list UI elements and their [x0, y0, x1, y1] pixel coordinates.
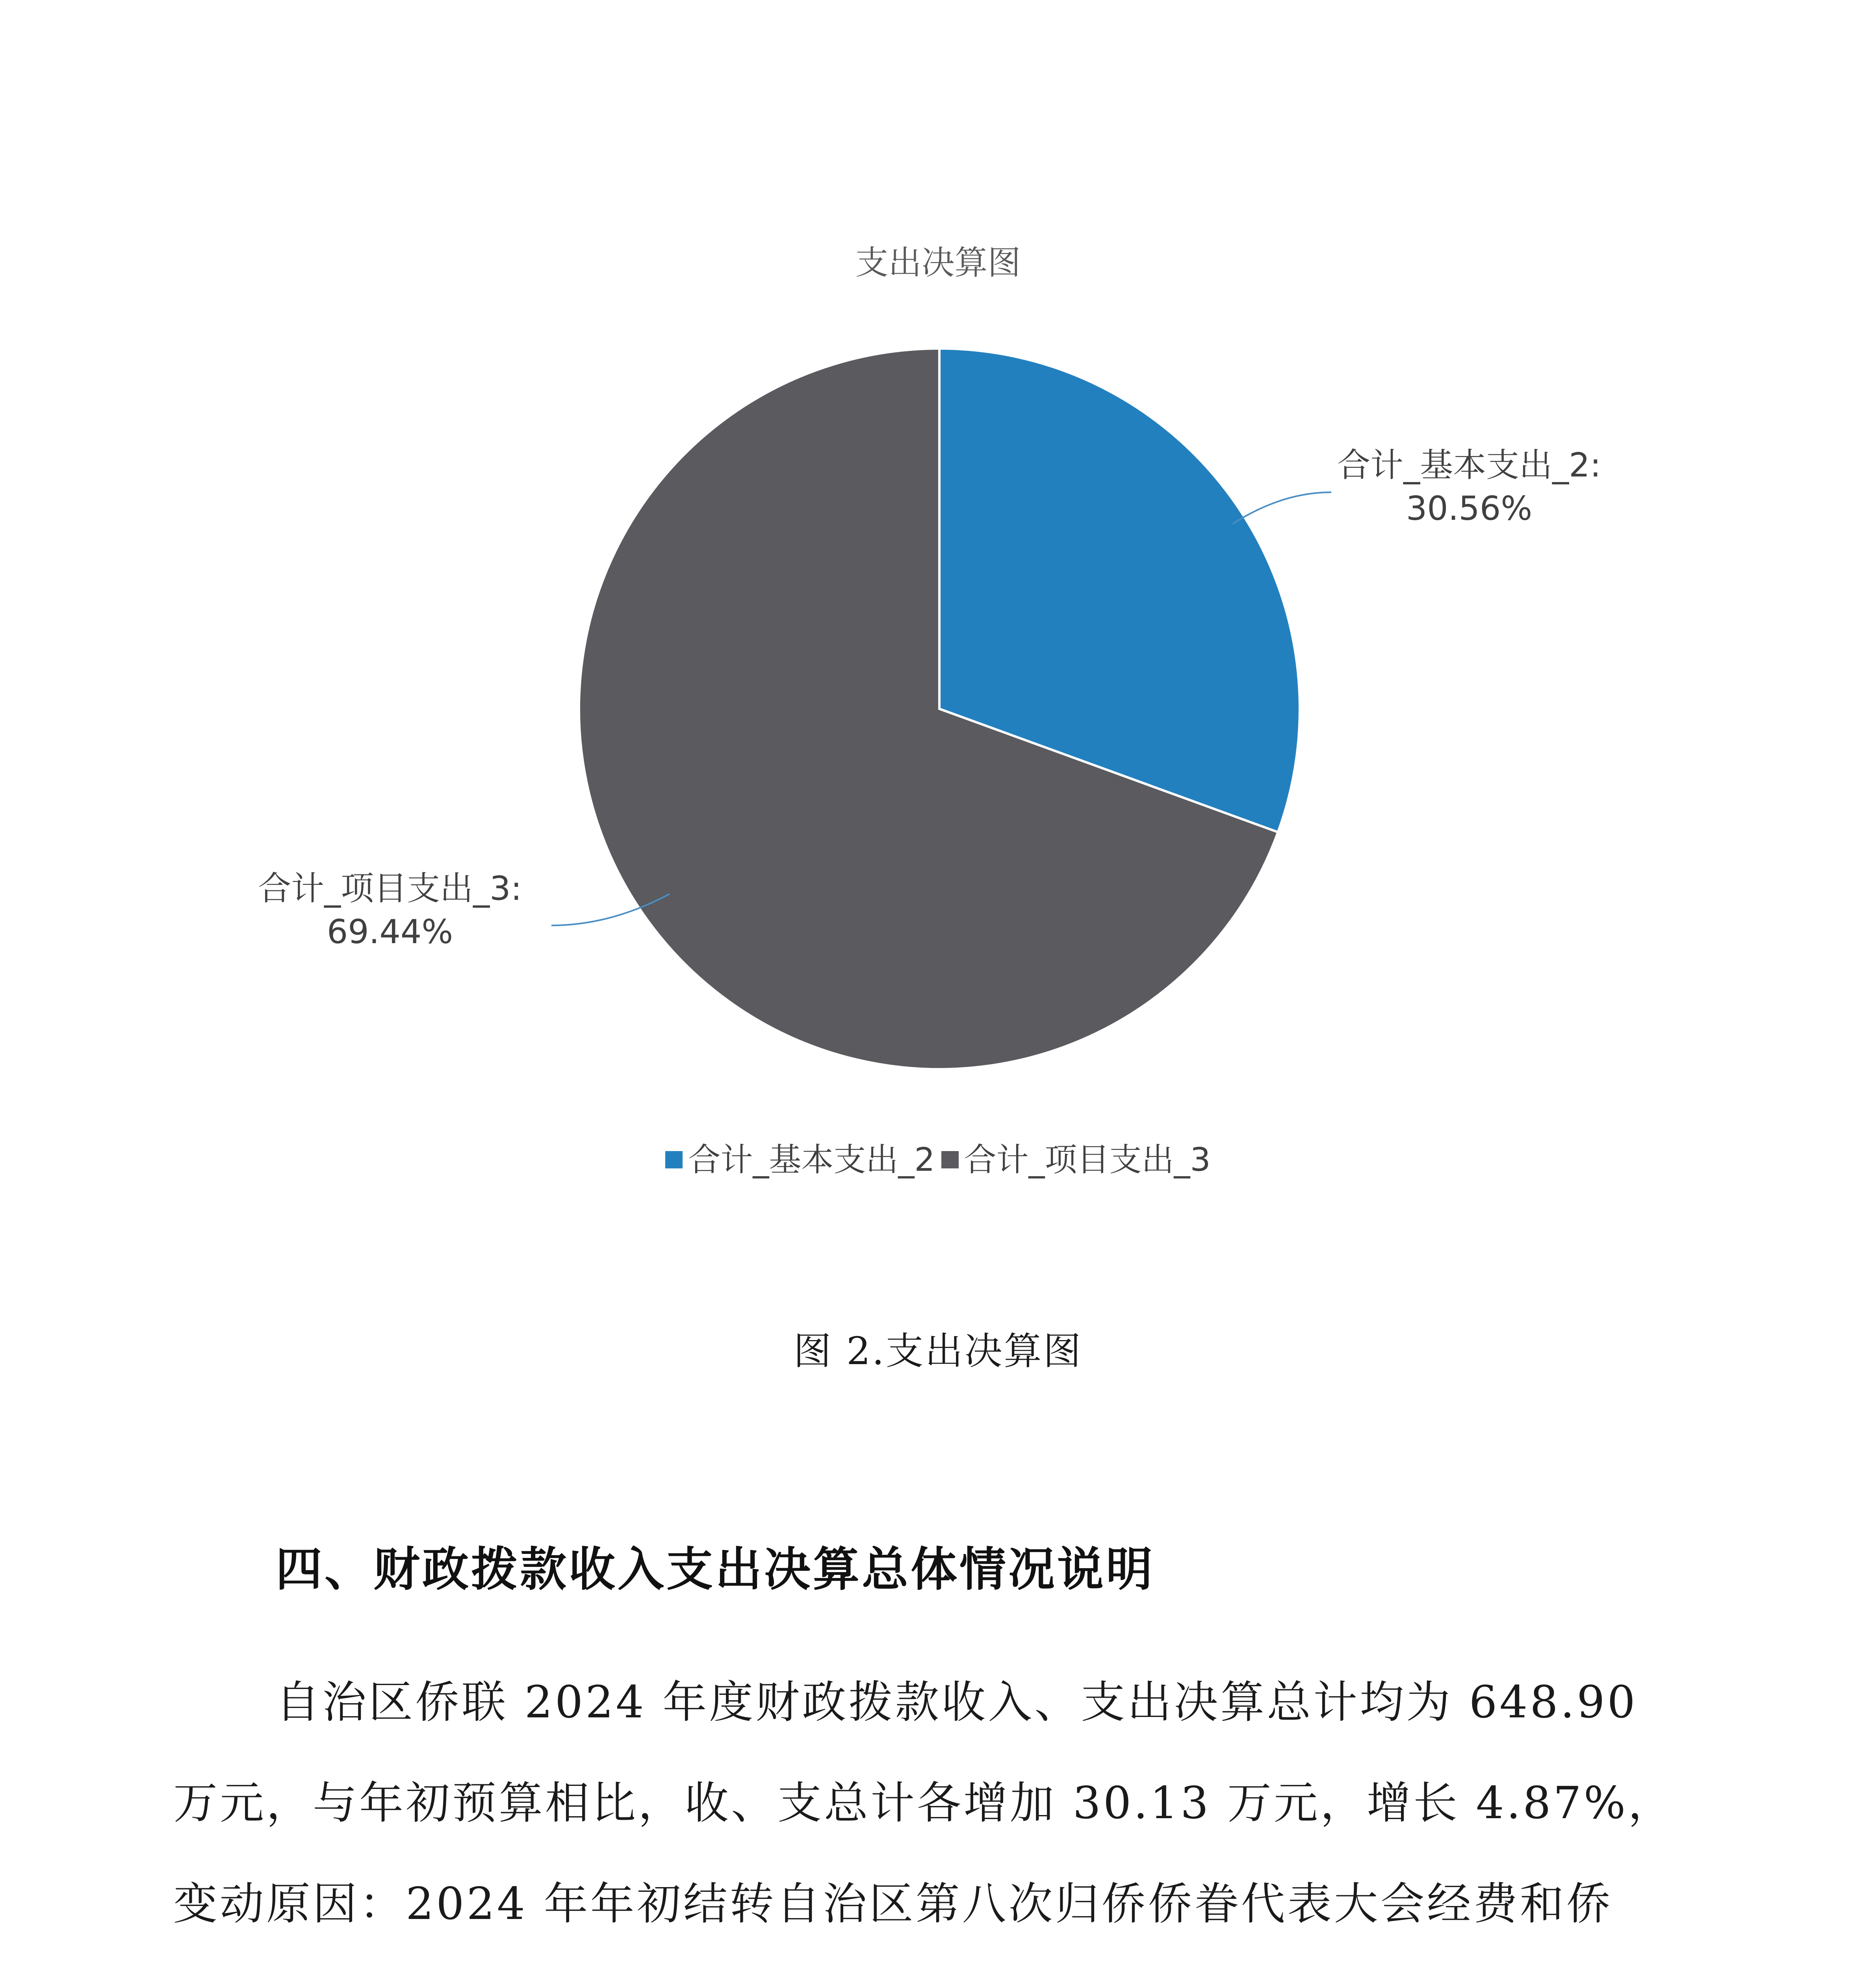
data-label-name: 合计_项目支出_3: — [258, 869, 522, 908]
leader-line — [1233, 492, 1331, 524]
paragraph-line — [173, 1954, 1709, 1969]
section-4-heading: 四、财政拨款收入支出决算总体情况说明 — [276, 1542, 1155, 1596]
chart-title: 支出决算图 — [855, 243, 1021, 282]
legend-swatch-basic — [665, 1151, 683, 1168]
paragraph-line: 万元，与年初预算相比，收、支总计各增加 30.13 万元，增长 4.87%， — [173, 1778, 1675, 1829]
legend-label-project: 合计_项目支出_3 — [964, 1141, 1211, 1179]
figure-caption: 图 2.支出决算图 — [793, 1329, 1083, 1373]
section-4-paragraph — [173, 1652, 1709, 1969]
pie-svg — [0, 205, 1876, 1111]
legend-swatch-project — [941, 1151, 959, 1168]
chart-legend — [0, 1134, 1876, 1180]
data-label-name: 合计_基本支出_2: — [1337, 446, 1601, 484]
data-label-value: 30.56% — [1406, 489, 1533, 528]
legend-item-project — [941, 1134, 1211, 1180]
data-label-value: 69.44% — [327, 912, 453, 951]
paragraph-line: 变动原因：2024 年年初结转自治区第八次归侨侨眷代表大会经费和侨 — [173, 1878, 1613, 1930]
paragraph-line: 自治区侨联 2024 年度财政拨款收入、支出决算总计均为 648.90 — [276, 1677, 1638, 1728]
expenditure-pie-chart — [0, 205, 1876, 1213]
legend-label-basic: 合计_基本支出_2 — [688, 1141, 935, 1179]
legend-item-basic — [665, 1134, 935, 1180]
